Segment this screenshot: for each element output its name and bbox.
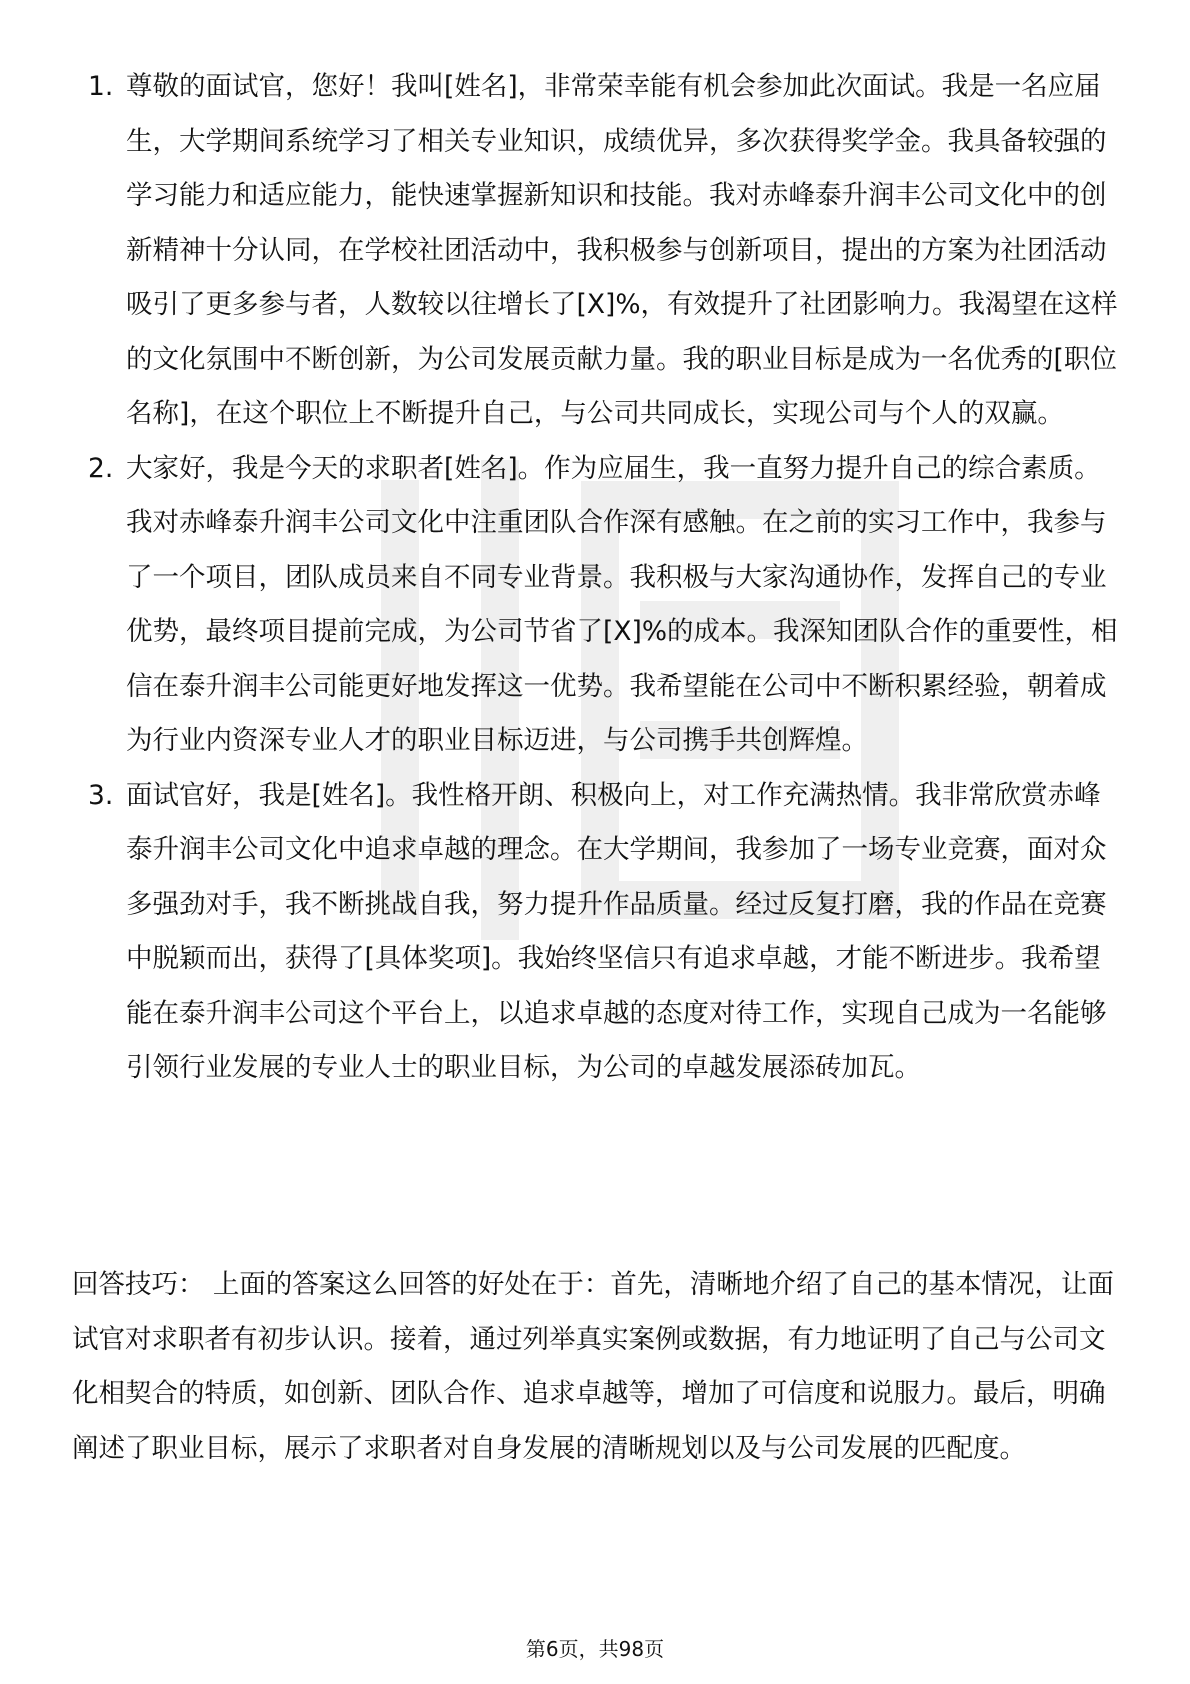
answer-text: 尊敬的面试官，您好！我叫[姓名]，非常荣幸能有机会参加此次面试。我是一名应届生，大学期间系统学习了相关专业知识，成绩优异，多次获得奖学金。我具备较强的学习能力和适应能力，能快速掌握新知识和技能。我对赤峰泰升润丰公司文化中的创新精神十分认同，在学校社团活动中，我积极参与创新项目，提出的方案为社团活动吸引了更多参与者，人数较以往增长了[X]%，有效提升了社团影响力。我渴望在这样的文化氛围中不断创新，为公司发展贡献力量。我的职业目标是成为一名优秀的[职位名称]，在这个职位上不断提升自己，与公司共同成长，实现公司与个人的双赢。 [126, 71, 1118, 429]
answer-tips-paragraph: 回答技巧： 上面的答案这么回答的好处在于：首先，清晰地介绍了自己的基本情况，让面试官对求职者有初步认识。接着，通过列举真实案例或数据，有力地证明了自己与公司文化相契合的特质，如创新、团队合作、追求卓越等，增加了可信度和说服力。最后，明确阐述了职业目标，展示了求职者对自身发展的清晰规划以及与公司发展的匹配度。 [72, 1269, 1114, 1464]
answer-item-1 [88, 60, 1118, 442]
answer-text: 面试官好，我是[姓名]。我性格开朗、积极向上，对工作充满热情。我非常欣赏赤峰泰升润丰公司文化中追求卓越的理念。在大学期间，我参加了一场专业竞赛，面对众多强劲对手，我不断挑战自我，努力提升作品质量。经过反复打磨，我的作品在竞赛中脱颖而出，获得了[具体奖项]。我始终坚信只有追求卓越，才能不断进步。我希望能在泰升润丰公司这个平台上，以追求卓越的态度对待工作，实现自己成为一名能够引领行业发展的专业人士的职业目标，为公司的卓越发展添砖加瓦。 [126, 779, 1107, 1083]
answer-text: 大家好，我是今天的求职者[姓名]。作为应届生，我一直努力提升自己的综合素质。我对赤峰泰升润丰公司文化中注重团队合作深有感触。在之前的实习工作中，我参与了一个项目，团队成员来自不同专业背景。我积极与大家沟通协作，发挥自己的专业优势，最终项目提前完成，为公司节省了[X]%的成本。我深知团队合作的重要性，相信在泰升润丰公司能更好地发挥这一优势。我希望能在公司中不断积累经验，朝着成为行业内资深专业人才的职业目标迈进，与公司携手共创辉煌。 [126, 452, 1118, 756]
page-number-footer: 第6页，共98页 [525, 1637, 665, 1661]
answer-list [88, 60, 1118, 1096]
answer-number: 1. [88, 71, 114, 102]
answer-item-2 [88, 442, 1118, 769]
answer-number: 3. [88, 779, 114, 811]
answer-item-3 [88, 769, 1118, 1096]
answer-number: 2. [88, 452, 114, 484]
